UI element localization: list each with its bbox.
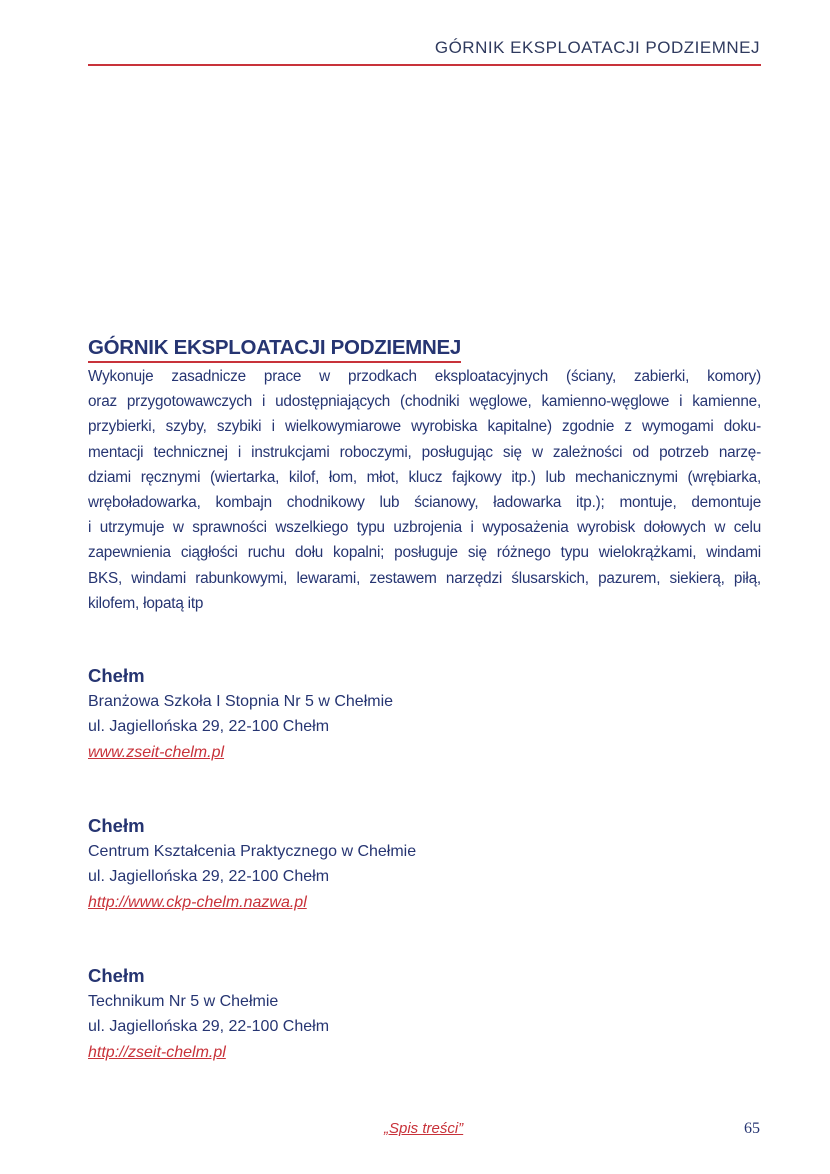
school-city: Chełm [88,815,145,836]
page-number: 65 [744,1120,760,1137]
school-entry [88,963,329,1065]
description-line: BKS, windami rabunkowymi, lewarami, zestawem narzędzi ślusarskich, pazurem, siekierą, piłą, [88,569,761,587]
school-name: Centrum Kształcenia Praktycznego w Chełmie [88,843,417,861]
school-name: Branżowa Szkoła I Stopnia Nr 5 w Chełmie [88,693,394,711]
school-address: ul. Jagiellońska 29, 22-100 Chełm [88,868,330,886]
school-city: Chełm [88,665,145,686]
school-city: Chełm [88,965,145,986]
table-of-contents-link[interactable]: „Spis treści” [384,1120,464,1137]
section-title: GÓRNIK EKSPLOATACJI PODZIEMNEJ [88,336,461,363]
school-entry [88,813,416,915]
description-line: oraz przygotowawczych i udostępniających (chodniki węglowe, kamienno-węglowe i kamienne, [88,393,761,411]
school-website-link[interactable]: www.zseit-chelm.pl [88,743,225,761]
description-line: dziami ręcznymi (wiertarka, kilof, łom, młot, klucz fajkowy itp.) lub mechanicznymi (wrębiarka, [88,468,761,486]
description-line: i utrzymuje w sprawności wszelkiego typu uzbrojenia i wyposażenia wyrobisk dołowych w celu [88,519,761,537]
school-entry [88,663,393,765]
running-header: GÓRNIK EKSPLOATACJI PODZIEMNEJ [434,38,760,57]
header-divider [88,64,761,66]
section-description [88,364,761,616]
description-line: mentacji technicznej i instrukcjami roboczymi, posługując się w zależności od potrzeb narzę- [88,443,761,461]
description-line: przybierki, szyby, szybiki i wielkowymiarowe wyrobiska kapitalne) zgodnie z wymogami doku- [88,418,761,436]
school-address: ul. Jagiellońska 29, 22-100 Chełm [88,718,330,736]
school-website-link[interactable]: http://www.ckp-chelm.nazwa.pl [88,893,307,911]
school-name: Technikum Nr 5 w Chełmie [88,993,279,1011]
school-address: ul. Jagiellońska 29, 22-100 Chełm [88,1018,330,1036]
description-line: kilofem, łopatą itp [88,594,204,612]
description-line: zapewnienia ciągłości ruchu dołu kopalni; posługuje się różnego typu wielokrążkami, windami [88,544,761,562]
description-line: wręboładowarka, kombajn chodnikowy lub ścianowy, ładowarka itp.); montuje, demontuje [88,494,761,512]
description-line: Wykonuje zasadnicze prace w przodkach eksploatacyjnych (ściany, zabierki, komory) [88,368,761,385]
school-website-link[interactable]: http://zseit-chelm.pl [88,1043,226,1061]
